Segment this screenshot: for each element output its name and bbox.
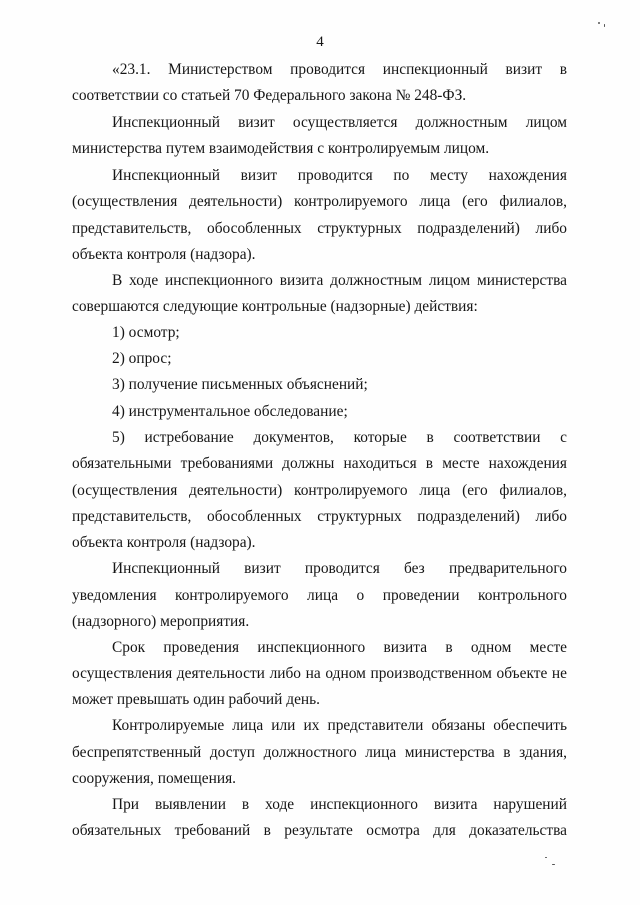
text-line: (осуществления деятельности) контролируемого лица (его филиалов, <box>72 482 567 499</box>
text-line: При выявлении в ходе инспекционного визита нарушений <box>112 796 567 813</box>
text-line: представительств, обособленных структурных подразделений) либо <box>72 220 567 237</box>
text-line: сооружения, помещения. <box>72 770 237 787</box>
page-number: 4 <box>316 34 324 50</box>
text-line: может превышать один рабочий день. <box>72 691 321 708</box>
text-line: Срок проведения инспекционного визита в одном месте <box>112 639 567 656</box>
text-line: «23.1. Министерством проводится инспекционный визит в <box>112 61 567 78</box>
text-line: Контролируемые лица или их представители обязаны обеспечить <box>112 717 567 734</box>
text-line: (осуществления деятельности) контролируемого лица (его филиалов, <box>72 193 567 210</box>
scan-speck <box>545 857 547 858</box>
text-line: 4) инструментальное обследование; <box>112 403 348 420</box>
scan-speck <box>552 864 555 865</box>
text-line: осуществления деятельности либо на одном производственном объекте не <box>72 665 567 682</box>
text-line: обязательными требованиями должны находиться в месте нахождения <box>72 455 567 472</box>
text-line: совершаются следующие контрольные (надзорные) действия: <box>72 298 478 315</box>
text-line: соответствии со статьей 70 Федерального закона № 248-ФЗ. <box>72 87 467 104</box>
text-line: Инспекционный визит проводится по месту нахождения <box>112 167 567 184</box>
text-line: объекта контроля (надзора). <box>72 246 256 263</box>
text-line: обязательных требований в результате осмотра для доказательства <box>72 822 567 839</box>
text-line: 1) осмотр; <box>112 324 180 341</box>
text-line: представительств, обособленных структурных подразделений) либо <box>72 508 567 525</box>
text-line: (надзорного) мероприятия. <box>72 613 250 630</box>
text-line: В ходе инспекционного визита должностным лицом министерства <box>112 272 567 289</box>
text-line: беспрепятственный доступ должностного лица министерства в здания, <box>72 744 567 761</box>
scan-speck <box>604 24 605 27</box>
text-line: Инспекционный визит осуществляется должностным лицом <box>112 114 567 131</box>
text-line: министерства путем взаимодействия с контролируемым лицом. <box>72 140 490 157</box>
text-line: объекта контроля (надзора). <box>72 534 256 551</box>
text-line: 2) опрос; <box>112 350 172 367</box>
text-line: Инспекционный визит проводится без предварительного <box>112 560 567 577</box>
text-line: уведомления контролируемого лица о проведении контрольного <box>72 587 567 604</box>
scan-speck <box>598 22 600 24</box>
text-line: 5) истребование документов, которые в соответствии с <box>112 429 567 446</box>
text-line: 3) получение письменных объяснений; <box>112 376 368 393</box>
